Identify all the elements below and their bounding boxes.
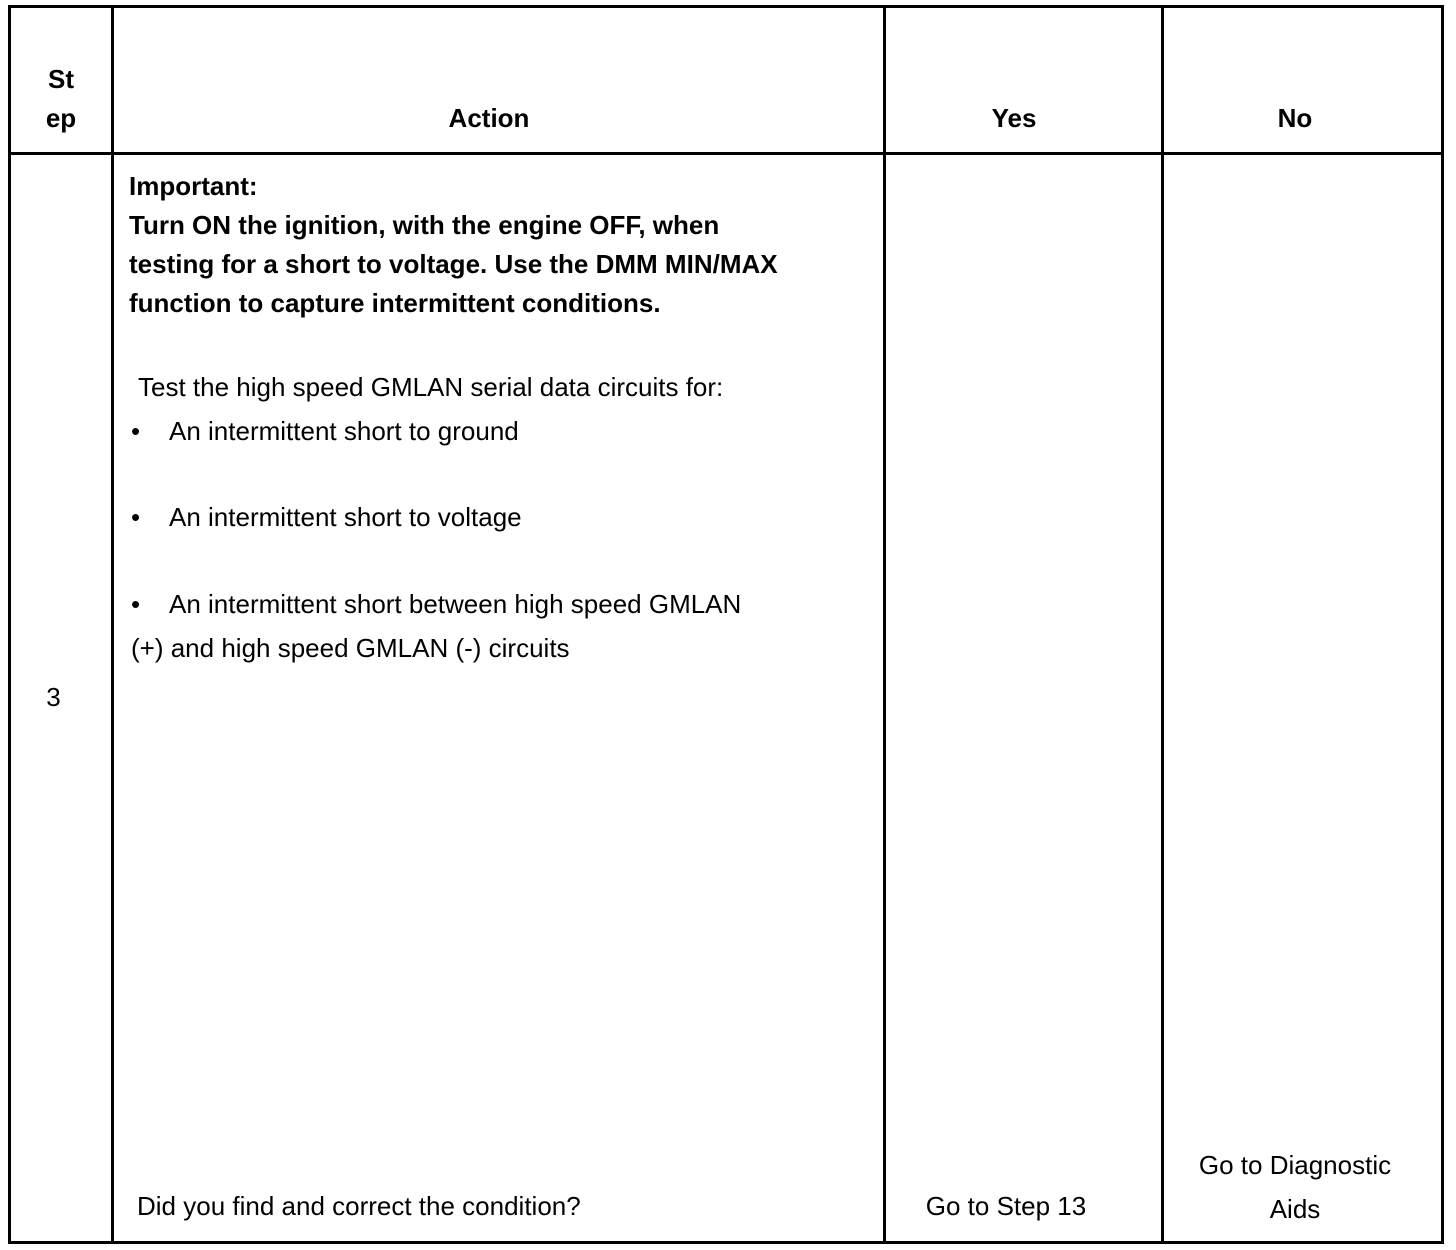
bullet-2-symbol: • [131, 502, 141, 532]
question-text: Did you find and correct the condition? [137, 1191, 581, 1221]
bullet-3-symbol: • [131, 589, 141, 619]
header-yes: Yes [991, 103, 1037, 133]
table-border-top [8, 5, 1444, 8]
column-divider-yes-no [1161, 5, 1164, 1244]
yes-result: Go to Step 13 [925, 1191, 1087, 1221]
header-step-line-2: ep [45, 103, 77, 133]
header-step-line-1: St [48, 64, 74, 94]
bullet-3-text: An intermittent short between high speed GMLAN [169, 589, 742, 619]
important-line-2: testing for a short to voltage. Use the DMM MIN/MAX [129, 249, 778, 279]
no-result [1164, 1143, 1426, 1231]
bullet-1-text: An intermittent short to ground [169, 416, 519, 446]
header-divider [8, 152, 1444, 155]
test-intro: Test the high speed GMLAN serial data circuits for: [138, 372, 724, 402]
table-border-left [8, 5, 11, 1244]
table-border-right [1441, 5, 1444, 1244]
bullet-3-continuation: (+) and high speed GMLAN (-) circuits [131, 633, 570, 663]
table-border-bottom [8, 1241, 1444, 1244]
important-line-1: Turn ON the ignition, with the engine OFF, when [129, 210, 720, 240]
column-divider-step-action [111, 5, 114, 1244]
no-result-line-1: Go to Diagnostic [1198, 1150, 1392, 1180]
no-result-line-2: Aids [1269, 1194, 1321, 1224]
column-divider-action-yes [883, 5, 886, 1244]
bullet-2-text: An intermittent short to voltage [169, 502, 522, 532]
step-number: 3 [46, 682, 61, 712]
important-label: Important: [129, 171, 258, 201]
header-action: Action [448, 103, 530, 133]
header-step [11, 60, 111, 138]
bullet-1-symbol: • [131, 416, 141, 446]
header-no: No [1277, 103, 1313, 133]
important-line-3: function to capture intermittent conditions. [129, 288, 661, 318]
